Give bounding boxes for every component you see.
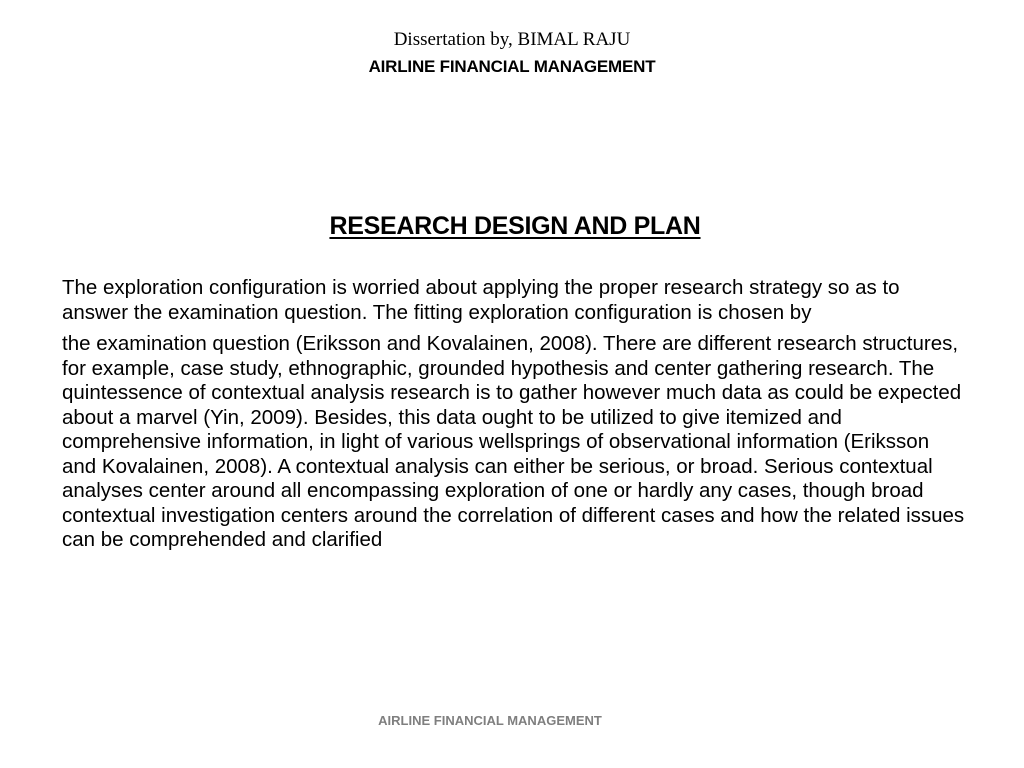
body-paragraph-1: The exploration configuration is worried about applying the proper research strategy so as to answer the examination question. The fitting exploration configuration is chosen by (62, 276, 900, 324)
body-text (62, 276, 967, 553)
slide-title: RESEARCH DESIGN AND PLAN (329, 212, 701, 240)
dissertation-byline: Dissertation by, BIMAL RAJU (393, 29, 631, 50)
slide-footer: AIRLINE FINANCIAL MANAGEMENT (378, 713, 602, 728)
header-subtitle: AIRLINE FINANCIAL MANAGEMENT (368, 57, 656, 76)
body-paragraph-2: the examination question (Eriksson and Kovalainen, 2008). There are different research structures, for example, case study, ethnographic, grounded hypothesis and center gathering research. The quintessence of contextual analysis research is to gather however much data as could be expected about a marvel (Yin, 2009). Besides, this data ought to be utilized to give itemized and comprehensive information, in light of various wellsprings of observational information (Eriksson and Kovalainen, 2008). A contextual analysis can either be serious, or broad. Serious contextual analyses center around all encompassing exploration of one or hardly any cases, though broad contextual investigation centers around the correlation of different cases and how the related issues can be comprehended and clarified (62, 332, 965, 551)
